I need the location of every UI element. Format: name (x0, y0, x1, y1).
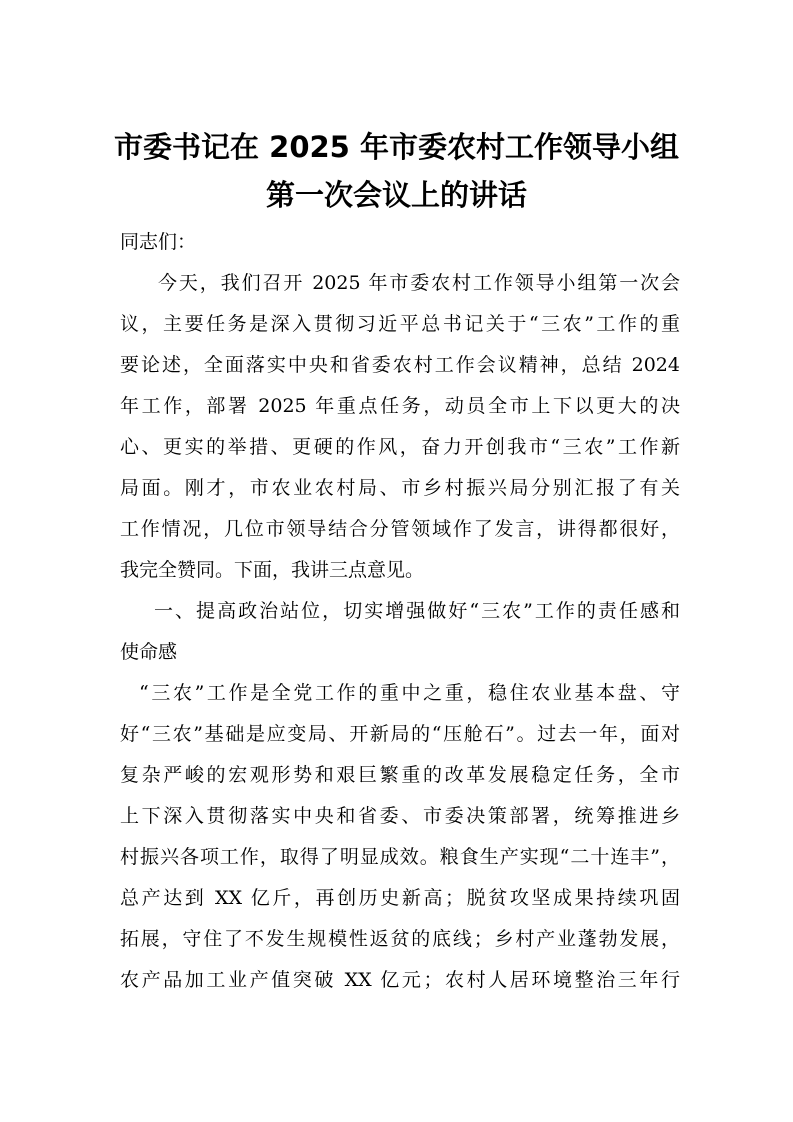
paragraph-line: 总产达到 XX 亿斤，再创历史新高；脱贫攻坚成果持续巩固 (120, 887, 680, 909)
document-title-line-2: 第一次会议上的讲话 (265, 178, 527, 212)
paragraph-line: 要论述，全面落实中央和省委农村工作会议精神，总结 2024 (120, 354, 680, 376)
paragraph-line: 拓展，守住了不发生规模性返贫的底线；乡村产业蓬勃发展， (120, 928, 680, 950)
paragraph-line: 局面。刚才，市农业农村局、市乡村振兴局分别汇报了有关 (120, 477, 680, 499)
paragraph-line: 村振兴各项工作，取得了明显成效。粮食生产实现“二十连丰”， (120, 846, 680, 868)
document-title-line-1: 市委书记在 2025 年市委农村工作领导小组 (114, 130, 679, 164)
paragraph-line: 农产品加工业产值突破 XX 亿元；农村人居环境整治三年行 (120, 969, 680, 991)
paragraph-line: 今天，我们召开 2025 年市委农村工作领导小组第一次会 (158, 272, 680, 294)
paragraph-line: 上下深入贯彻落实中央和省委、市委决策部署，统筹推进乡 (120, 805, 680, 827)
salutation: 同志们： (120, 231, 197, 253)
paragraph-line: 议，主要任务是深入贯彻习近平总书记关于“三农”工作的重 (120, 313, 680, 335)
paragraph-line: 我完全赞同。下面，我讲三点意见。 (120, 559, 425, 581)
section-heading-line: 使命感 (120, 641, 178, 663)
paragraph-line: 年工作，部署 2025 年重点任务，动员全市上下以更大的决 (120, 395, 680, 417)
paragraph-line: 好“三农”基础是应变局、开新局的“压舱石”。过去一年，面对 (120, 723, 680, 745)
paragraph-line: 心、更实的举措、更硬的作风，奋力开创我市“三农”工作新 (120, 436, 680, 458)
section-heading-line: 一、提高政治站位，切实增强做好“三农”工作的责任感和 (154, 600, 680, 622)
paragraph-line: 复杂严峻的宏观形势和艰巨繁重的改革发展稳定任务，全市 (120, 764, 680, 786)
paragraph-line: 工作情况，几位市领导结合分管领域作了发言，讲得都很好， (120, 518, 680, 540)
paragraph-line: “三农”工作是全党工作的重中之重，稳住农业基本盘、守 (139, 682, 680, 704)
